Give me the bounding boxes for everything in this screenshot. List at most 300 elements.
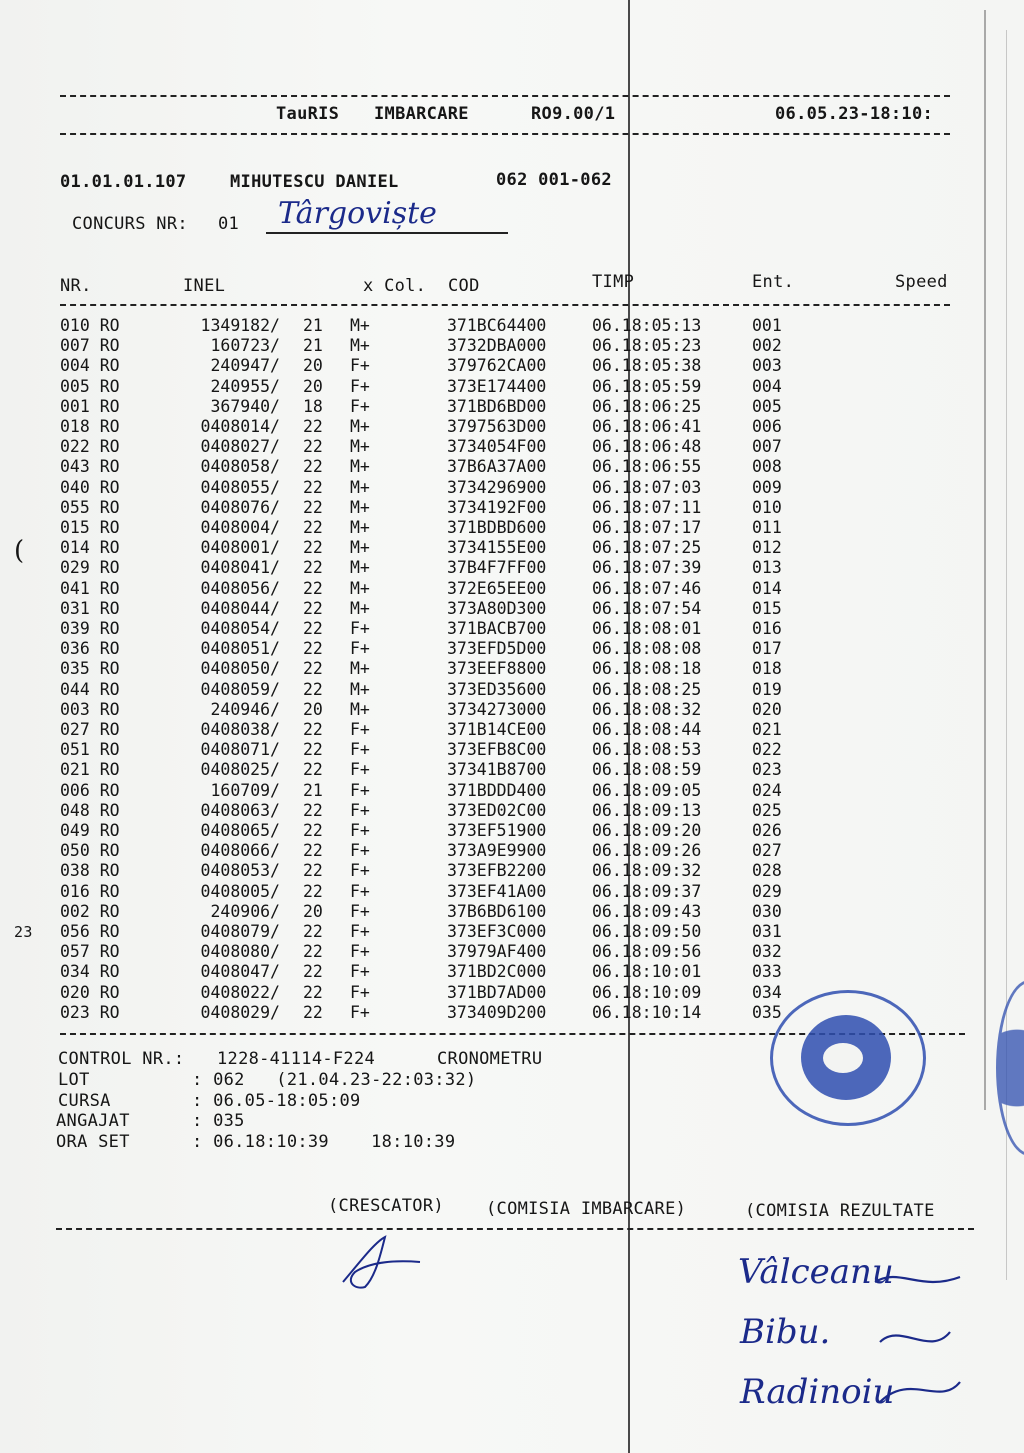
- row-ring: 0408054/: [200, 619, 280, 638]
- row-ring: 0408029/: [200, 1002, 280, 1022]
- row-col: M+: [350, 659, 370, 679]
- row-age: 22: [303, 821, 323, 840]
- row-time: 06.18:07:54: [592, 598, 702, 618]
- row-cod: 371BC64400: [447, 316, 547, 335]
- row-time: 06.18:10:14: [592, 1002, 702, 1022]
- crescator-signature: [335, 1232, 425, 1292]
- control-extra: CRONOMETRU: [437, 1049, 543, 1069]
- row-ring: 0408001/: [200, 538, 280, 558]
- row-col: F+: [350, 942, 370, 962]
- row-nr: 004 RO: [60, 356, 120, 376]
- row-nr: 035 RO: [60, 659, 120, 679]
- row-ring: 0408079/: [200, 922, 280, 941]
- table-row: [0, 781, 1024, 801]
- row-ring: 0408053/: [200, 861, 280, 881]
- row-nr: 040 RO: [60, 477, 120, 497]
- row-col: F+: [350, 1002, 370, 1022]
- row-age: 22: [303, 881, 323, 901]
- row-time: 06.18:06:41: [592, 417, 702, 436]
- row-col: F+: [350, 982, 370, 1002]
- row-age: 22: [303, 962, 323, 982]
- row-cod: 373EFB8C00: [447, 740, 547, 760]
- row-cod: 371BDDD400: [447, 780, 547, 800]
- row-time: 06.18:07:25: [592, 538, 702, 558]
- row-col: F+: [350, 740, 370, 760]
- table-row: [0, 659, 1024, 679]
- owner-name: MIHUTESCU DANIEL: [230, 172, 399, 192]
- row-age: 22: [303, 619, 323, 638]
- control-value: 1228-41114-F224: [217, 1049, 376, 1069]
- table-row: [0, 437, 1024, 457]
- row-col: M+: [350, 578, 370, 598]
- row-ent: 032: [752, 942, 782, 962]
- row-cod: 3734192F00: [447, 497, 547, 517]
- row-ent: 001: [752, 316, 782, 335]
- row-col: F+: [350, 901, 370, 921]
- row-col: F+: [350, 861, 370, 881]
- handwritten-initials: [870, 1262, 970, 1412]
- row-col: M+: [350, 679, 370, 699]
- row-age: 22: [303, 497, 323, 517]
- row-time: 06.18:09:32: [592, 861, 702, 881]
- handwritten-name-3: Radinoiu: [740, 1372, 895, 1412]
- row-ring: 0408080/: [200, 942, 280, 962]
- row-col: F+: [350, 800, 370, 820]
- ora-label: ORA SET: [56, 1132, 130, 1152]
- row-age: 21: [303, 316, 323, 335]
- row-ent: 011: [752, 518, 782, 537]
- row-time: 06.18:05:38: [592, 356, 702, 376]
- row-ring: 0408055/: [200, 477, 280, 497]
- row-cod: 373EF51900: [447, 821, 547, 840]
- table-row: [0, 760, 1024, 780]
- table-row: [0, 902, 1024, 922]
- row-ent: 027: [752, 841, 782, 861]
- table-row: [0, 801, 1024, 821]
- row-ent: 017: [752, 639, 782, 659]
- row-age: 22: [303, 659, 323, 679]
- row-col: F+: [350, 639, 370, 659]
- row-age: 20: [303, 376, 323, 396]
- handwritten-name-1: Vâlceanu: [738, 1252, 894, 1292]
- row-time: 06.18:07:46: [592, 578, 702, 598]
- table-row: [0, 579, 1024, 599]
- concurs-number: 01: [218, 214, 240, 234]
- row-col: M+: [350, 336, 370, 356]
- row-nr: 051 RO: [60, 740, 120, 760]
- row-nr: 001 RO: [60, 396, 120, 416]
- row-cod: 37341B8700: [447, 760, 547, 780]
- row-col: F+: [350, 619, 370, 638]
- row-ent: 024: [752, 780, 782, 800]
- table-row: [0, 558, 1024, 578]
- table-row: [0, 720, 1024, 740]
- row-cod: 3734054F00: [447, 437, 547, 457]
- table-row: [0, 356, 1024, 376]
- row-age: 20: [303, 699, 323, 719]
- row-col: M+: [350, 598, 370, 618]
- row-nr: 036 RO: [60, 639, 120, 659]
- row-age: 21: [303, 336, 323, 356]
- table-row: [0, 417, 1024, 437]
- row-col: M+: [350, 457, 370, 477]
- table-row: [0, 457, 1024, 477]
- row-cod: 371BACB700: [447, 619, 547, 638]
- row-cod: 373EFD5D00: [447, 639, 547, 659]
- row-age: 22: [303, 800, 323, 820]
- row-cod: 373EFB2200: [447, 861, 547, 881]
- row-age: 22: [303, 760, 323, 780]
- row-ring: 0408065/: [200, 821, 280, 840]
- col-header-timp: TIMP: [592, 272, 635, 292]
- row-time: 06.18:09:05: [592, 780, 702, 800]
- row-ent: 030: [752, 901, 782, 921]
- row-nr: 038 RO: [60, 861, 120, 881]
- row-nr: 044 RO: [60, 679, 120, 699]
- row-cod: 371BD7AD00: [447, 982, 547, 1002]
- divider: [60, 304, 950, 306]
- row-time: 06.18:09:56: [592, 942, 702, 962]
- row-nr: 039 RO: [60, 619, 120, 638]
- cursa-value: : 06.05-18:05:09: [192, 1091, 361, 1111]
- row-ring: 0408063/: [200, 800, 280, 820]
- row-cod: 371B14CE00: [447, 720, 547, 739]
- row-col: F+: [350, 720, 370, 739]
- row-age: 22: [303, 417, 323, 436]
- row-ent: 015: [752, 598, 782, 618]
- row-age: 22: [303, 841, 323, 861]
- row-ring: 0408004/: [200, 518, 280, 537]
- row-cod: 373409D200: [447, 1002, 547, 1022]
- row-nr: 002 RO: [60, 901, 120, 921]
- club-id: 01.01.01.107: [60, 172, 187, 192]
- row-ent: 033: [752, 962, 782, 982]
- row-age: 22: [303, 477, 323, 497]
- official-stamp: [770, 990, 926, 1126]
- row-age: 22: [303, 982, 323, 1002]
- row-time: 06.18:06:55: [592, 457, 702, 477]
- row-ent: 008: [752, 457, 782, 477]
- row-ring: 240947/: [210, 356, 280, 376]
- row-col: F+: [350, 780, 370, 800]
- table-row: [0, 740, 1024, 760]
- row-time: 06.18:08:44: [592, 720, 702, 739]
- row-cod: 373EF3C000: [447, 922, 547, 941]
- row-cod: 3732DBA000: [447, 336, 547, 356]
- table-row: [0, 639, 1024, 659]
- row-ent: 025: [752, 800, 782, 820]
- report-code: RO9.00/1: [531, 104, 616, 124]
- row-age: 22: [303, 437, 323, 457]
- row-col: F+: [350, 881, 370, 901]
- row-time: 06.18:10:01: [592, 962, 702, 982]
- row-time: 06.18:08:53: [592, 740, 702, 760]
- col-header-inel: INEL: [183, 276, 226, 296]
- report-datetime: 06.05.23-18:10:: [775, 104, 934, 124]
- row-col: M+: [350, 538, 370, 558]
- row-ent: 002: [752, 336, 782, 356]
- row-age: 21: [303, 780, 323, 800]
- row-nr: 021 RO: [60, 760, 120, 780]
- row-time: 06.18:06:48: [592, 437, 702, 457]
- row-ring: 240955/: [210, 376, 280, 396]
- row-ring: 0408044/: [200, 598, 280, 618]
- row-cod: 373ED35600: [447, 679, 547, 699]
- row-nr: 049 RO: [60, 821, 120, 840]
- table-row: [0, 518, 1024, 538]
- sig-label-crescator: (CRESCATOR): [328, 1196, 444, 1216]
- table-row: [0, 922, 1024, 942]
- ora-value: : 06.18:10:39 18:10:39: [192, 1132, 456, 1152]
- margin-bracket: (: [14, 536, 25, 566]
- row-nr: 005 RO: [60, 376, 120, 396]
- row-time: 06.18:07:03: [592, 477, 702, 497]
- concurs-label: CONCURS NR:: [72, 214, 188, 234]
- table-row: [0, 377, 1024, 397]
- row-cod: 3734296900: [447, 477, 547, 497]
- row-cod: 37B6BD6100: [447, 901, 547, 921]
- row-col: F+: [350, 376, 370, 396]
- row-ent: 005: [752, 396, 782, 416]
- row-age: 22: [303, 679, 323, 699]
- table-row: [0, 599, 1024, 619]
- row-ring: 0408005/: [200, 881, 280, 901]
- row-cod: 373ED02C00: [447, 800, 547, 820]
- row-ent: 018: [752, 659, 782, 679]
- row-time: 06.18:08:01: [592, 619, 702, 638]
- row-nr: 010 RO: [60, 316, 120, 335]
- handwritten-name-2: Bibu.: [740, 1312, 831, 1352]
- row-ent: 031: [752, 922, 782, 941]
- row-age: 22: [303, 578, 323, 598]
- row-ring: 0408027/: [200, 437, 280, 457]
- row-ring: 0408050/: [200, 659, 280, 679]
- row-nr: 023 RO: [60, 1002, 120, 1022]
- row-col: M+: [350, 699, 370, 719]
- row-nr: 022 RO: [60, 437, 120, 457]
- row-ent: 004: [752, 376, 782, 396]
- row-age: 22: [303, 720, 323, 739]
- row-ent: 003: [752, 356, 782, 376]
- row-ent: 026: [752, 821, 782, 840]
- table-row: [0, 478, 1024, 498]
- lot-value: : 062 (21.04.23-22:03:32): [192, 1070, 477, 1090]
- place-underline: [266, 232, 508, 234]
- row-nr: 016 RO: [60, 881, 120, 901]
- row-ring: 160723/: [210, 336, 280, 356]
- col-header-nr: NR.: [60, 276, 92, 296]
- row-age: 18: [303, 396, 323, 416]
- row-age: 22: [303, 942, 323, 962]
- table-row: [0, 882, 1024, 902]
- divider: [60, 95, 950, 97]
- table-row: [0, 962, 1024, 982]
- row-nr: 029 RO: [60, 558, 120, 578]
- row-cod: 373A80D300: [447, 598, 547, 618]
- row-ring: 160709/: [210, 780, 280, 800]
- row-age: 20: [303, 901, 323, 921]
- concurs-place: Târgoviște: [278, 196, 437, 231]
- row-ring: 0408051/: [200, 639, 280, 659]
- table-row: [0, 821, 1024, 841]
- row-ring: 367940/: [210, 396, 280, 416]
- row-ring: 0408058/: [200, 457, 280, 477]
- row-col: M+: [350, 316, 370, 335]
- sig-label-comisia-imbarcare: (COMISIA IMBARCARE): [486, 1199, 687, 1219]
- row-time: 06.18:09:37: [592, 881, 702, 901]
- row-ent: 035: [752, 1002, 782, 1022]
- row-nr: 056 RO: [60, 922, 120, 941]
- row-nr: 007 RO: [60, 336, 120, 356]
- row-time: 06.18:08:18: [592, 659, 702, 679]
- table-row: [0, 841, 1024, 861]
- row-age: 22: [303, 922, 323, 941]
- row-ent: 034: [752, 982, 782, 1002]
- row-cod: 3734273000: [447, 699, 547, 719]
- table-row: [0, 336, 1024, 356]
- row-ring: 0408041/: [200, 558, 280, 578]
- row-time: 06.18:06:25: [592, 396, 702, 416]
- row-col: F+: [350, 760, 370, 780]
- margin-mark: 23: [14, 923, 33, 941]
- table-row: [0, 538, 1024, 558]
- row-col: M+: [350, 417, 370, 436]
- table-row: [0, 680, 1024, 700]
- angajat-label: ANGAJAT: [56, 1111, 130, 1131]
- row-nr: 020 RO: [60, 982, 120, 1002]
- row-nr: 018 RO: [60, 417, 120, 436]
- row-age: 22: [303, 518, 323, 537]
- row-cod: 3797563D00: [447, 417, 547, 436]
- angajat-value: : 035: [192, 1111, 245, 1131]
- row-time: 06.18:07:39: [592, 558, 702, 578]
- row-ent: 014: [752, 578, 782, 598]
- col-header-speed: Speed: [895, 272, 948, 292]
- row-ent: 020: [752, 699, 782, 719]
- row-col: M+: [350, 497, 370, 517]
- row-nr: 034 RO: [60, 962, 120, 982]
- row-cod: 372E65EE00: [447, 578, 547, 598]
- col-header-cod: COD: [448, 276, 480, 296]
- row-nr: 043 RO: [60, 457, 120, 477]
- row-ent: 021: [752, 720, 782, 739]
- row-cod: 373A9E9900: [447, 841, 547, 861]
- row-ring: 0408056/: [200, 578, 280, 598]
- row-col: M+: [350, 437, 370, 457]
- row-ring: 0408066/: [200, 841, 280, 861]
- row-ring: 0408071/: [200, 740, 280, 760]
- row-cod: 371BDBD600: [447, 518, 547, 537]
- table-row: [0, 942, 1024, 962]
- row-age: 22: [303, 740, 323, 760]
- row-col: M+: [350, 477, 370, 497]
- row-time: 06.18:05:59: [592, 376, 702, 396]
- row-ring: 0408076/: [200, 497, 280, 517]
- table-row: [0, 498, 1024, 518]
- row-nr: 006 RO: [60, 780, 120, 800]
- row-col: F+: [350, 396, 370, 416]
- row-ent: 023: [752, 760, 782, 780]
- row-col: F+: [350, 356, 370, 376]
- row-time: 06.18:09:20: [592, 821, 702, 840]
- row-ent: 022: [752, 740, 782, 760]
- table-row: [0, 619, 1024, 639]
- row-nr: 050 RO: [60, 841, 120, 861]
- row-ent: 006: [752, 417, 782, 436]
- row-nr: 031 RO: [60, 598, 120, 618]
- divider: [56, 1228, 974, 1230]
- row-nr: 041 RO: [60, 578, 120, 598]
- sig-label-comisia-rezultate: (COMISIA REZULTATE: [745, 1201, 935, 1221]
- row-age: 22: [303, 598, 323, 618]
- row-age: 20: [303, 356, 323, 376]
- row-ent: 009: [752, 477, 782, 497]
- row-time: 06.18:07:11: [592, 497, 702, 517]
- row-col: F+: [350, 922, 370, 941]
- row-ring: 0408047/: [200, 962, 280, 982]
- table-row: [0, 861, 1024, 881]
- row-time: 06.18:09:13: [592, 800, 702, 820]
- row-age: 22: [303, 457, 323, 477]
- row-ent: 013: [752, 558, 782, 578]
- report-title: IMBARCARE: [374, 104, 469, 124]
- control-label: CONTROL NR.:: [58, 1049, 185, 1069]
- divider: [60, 133, 950, 135]
- row-age: 22: [303, 538, 323, 558]
- row-nr: 014 RO: [60, 538, 120, 558]
- row-nr: 048 RO: [60, 800, 120, 820]
- row-cod: 37979AF400: [447, 942, 547, 962]
- row-col: F+: [350, 962, 370, 982]
- row-ent: 016: [752, 619, 782, 638]
- row-ring: 0408022/: [200, 982, 280, 1002]
- row-time: 06.18:10:09: [592, 982, 702, 1002]
- lot-label: LOT: [58, 1070, 90, 1090]
- row-time: 06.18:08:59: [592, 760, 702, 780]
- row-time: 06.18:08:08: [592, 639, 702, 659]
- row-cod: 371BD2C000: [447, 962, 547, 982]
- table-row: [0, 700, 1024, 720]
- cursa-label: CURSA: [58, 1091, 111, 1111]
- row-time: 06.18:07:17: [592, 518, 702, 537]
- col-header-col: x Col.: [363, 276, 427, 296]
- row-nr: 015 RO: [60, 518, 120, 537]
- row-nr: 027 RO: [60, 720, 120, 739]
- row-cod: 3734155E00: [447, 538, 547, 558]
- row-ent: 019: [752, 679, 782, 699]
- row-ent: 028: [752, 861, 782, 881]
- row-age: 22: [303, 861, 323, 881]
- row-time: 06.18:09:26: [592, 841, 702, 861]
- row-ent: 029: [752, 881, 782, 901]
- row-time: 06.18:08:25: [592, 679, 702, 699]
- row-ring: 1349182/: [200, 316, 280, 335]
- row-col: F+: [350, 821, 370, 840]
- row-ent: 010: [752, 497, 782, 517]
- row-time: 06.18:05:13: [592, 316, 702, 335]
- row-cod: 379762CA00: [447, 356, 547, 376]
- row-ent: 007: [752, 437, 782, 457]
- row-time: 06.18:05:23: [592, 336, 702, 356]
- row-nr: 057 RO: [60, 942, 120, 962]
- row-cod: 37B4F7FF00: [447, 558, 547, 578]
- row-ring: 0408014/: [200, 417, 280, 436]
- row-nr: 003 RO: [60, 699, 120, 719]
- row-cod: 37B6A37A00: [447, 457, 547, 477]
- row-time: 06.18:08:32: [592, 699, 702, 719]
- row-ring: 240906/: [210, 901, 280, 921]
- row-time: 06.18:09:43: [592, 901, 702, 921]
